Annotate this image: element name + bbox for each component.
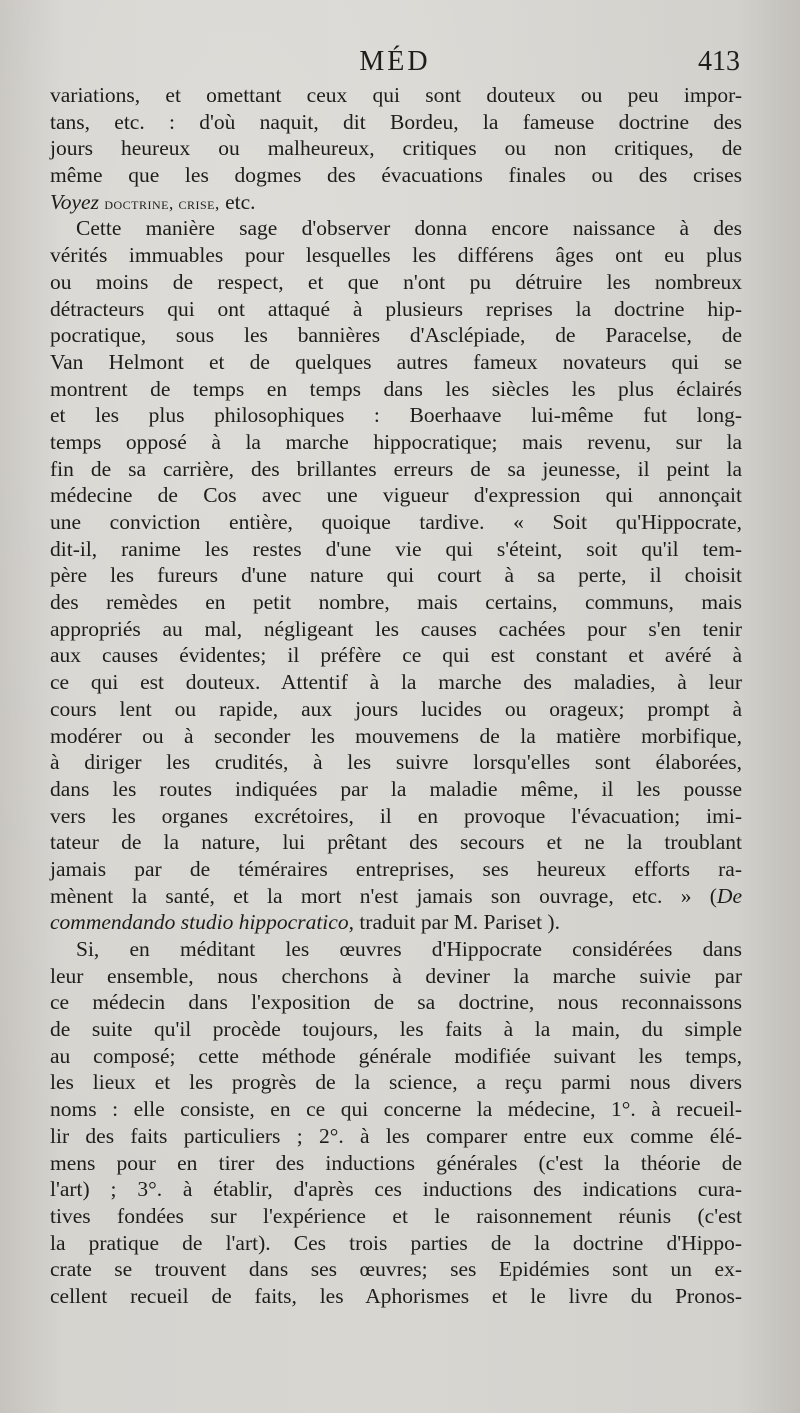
text-line: tives fondées sur l'expérience et le raisonnement réunis (c'est bbox=[50, 1203, 742, 1228]
voyez-label: Voyez bbox=[50, 189, 99, 214]
text-line: noms : elle consiste, en ce qui concerne la médecine, 1°. à recueil- bbox=[50, 1097, 742, 1122]
text-line: leur ensemble, nous cherchons à deviner la marche suivie par bbox=[50, 963, 742, 988]
cross-reference-etc: etc. bbox=[225, 189, 256, 214]
text-line: jamais par de téméraires entreprises, ses heureux efforts ra- bbox=[50, 856, 742, 881]
text-line: tateur de la nature, lui prêtant des secours et ne la troublant bbox=[50, 830, 742, 855]
cross-reference-terms: doctrine, crise, bbox=[104, 193, 220, 213]
text-line: lir des faits particuliers ; 2°. à les comparer entre eux comme élé- bbox=[50, 1123, 742, 1148]
text-line: détracteurs qui ont attaqué à plusieurs reprises la doctrine hip- bbox=[50, 296, 742, 321]
text-line: une conviction entière, quoique tardive. « Soit qu'Hippocrate, bbox=[50, 510, 742, 534]
running-head: MÉD bbox=[359, 46, 431, 77]
text-line: dans les routes indiquées par la maladie même, il les pousse bbox=[50, 776, 742, 801]
text-line: tans, etc. : d'où naquit, dit Bordeu, la fameuse doctrine des bbox=[50, 109, 742, 134]
text-line: pocratique, sous les bannières d'Asclépiade, de Paracelse, de bbox=[50, 323, 742, 348]
text-line: cellent recueil de faits, les Aphorismes et le livre du Pronos- bbox=[50, 1283, 742, 1308]
text-line: ce médecin dans l'exposition de sa doctrine, nous reconnaissons bbox=[50, 990, 742, 1015]
text-line: les lieux et les progrès de la science, a reçu parmi nous divers bbox=[50, 1070, 742, 1095]
text-line: Cette manière sage d'observer donna encore naissance à des bbox=[76, 216, 742, 241]
text-line: jours heureux ou malheureux, critiques ou non critiques, de bbox=[50, 136, 742, 161]
text-line: fin de sa carrière, des brillantes erreurs de sa jeunesse, il peint la bbox=[50, 456, 742, 481]
text-line: vérités immuables pour lesquelles les différens âges ont eu plus bbox=[50, 243, 742, 268]
text-line: médecine de Cos avec une vigueur d'expression qui annonçait bbox=[50, 483, 742, 508]
text-line: et les plus philosophiques : Boerhaave lui-même fut long- bbox=[50, 403, 742, 428]
citation-line bbox=[50, 909, 742, 936]
text-line: même que les dogmes des évacuations finales ou des crises bbox=[50, 163, 742, 188]
page-header bbox=[50, 46, 740, 86]
text-line: montrent de temps en temps dans les siècles les plus éclairés bbox=[50, 376, 742, 401]
text-line: l'art) ; 3°. à établir, d'après ces inductions des indications cura- bbox=[50, 1177, 742, 1202]
page-number: 413 bbox=[698, 46, 740, 77]
text-line: crate se trouvent dans ses œuvres; ses Epidémies sont un ex- bbox=[50, 1257, 742, 1282]
body-text bbox=[50, 82, 742, 1310]
text-line: père les fureurs d'une nature qui court à sa perte, il choisit bbox=[50, 563, 742, 588]
text-line: variations, et omettant ceux qui sont douteux ou peu impor- bbox=[50, 83, 742, 107]
text-line: Si, en méditant les œuvres d'Hippocrate considérées dans bbox=[76, 937, 742, 961]
text-line: temps opposé à la marche hippocratique; mais revenu, sur la bbox=[50, 429, 742, 454]
text-line: la pratique de l'art). Ces trois parties de la doctrine d'Hippo- bbox=[50, 1230, 742, 1255]
text-line: appropriés au mal, négligeant les causes cachées pour s'en tenir bbox=[50, 616, 742, 641]
citation-rest: , traduit par M. Pariset ). bbox=[348, 910, 560, 935]
citation-de: De bbox=[716, 883, 742, 908]
quote-end-text: mènent la santé, et la mort n'est jamais son ouvrage, etc. » ( bbox=[50, 883, 717, 908]
text-line: de suite qu'il procède toujours, les faits à la main, du simple bbox=[50, 1017, 742, 1042]
text-line: aux causes évidentes; il préfère ce qui est constant et avéré à bbox=[50, 643, 742, 668]
text-line: à diriger les crudités, à les suivre lorsqu'elles sont élaborées, bbox=[50, 750, 742, 775]
text-line: mens pour en tirer des inductions générales (c'est la théorie de bbox=[50, 1150, 742, 1175]
text-line: au composé; cette méthode générale modifiée suivant les temps, bbox=[50, 1043, 742, 1068]
cross-reference-line bbox=[50, 189, 742, 216]
text-line: ou moins de respect, et que n'ont pu détruire les nombreux bbox=[50, 269, 742, 294]
text-line: cours lent ou rapide, aux jours lucides ou orageux; prompt à bbox=[50, 696, 742, 721]
citation-title: commendando studio hippocratico bbox=[50, 910, 349, 935]
text-line: ce qui est douteux. Attentif à la marche des maladies, à leur bbox=[50, 670, 742, 695]
text-line: modérer ou à seconder les mouvemens de la matière morbifique, bbox=[50, 723, 742, 748]
text-line: vers les organes excrétoires, il en provoque l'évacuation; imi- bbox=[50, 803, 742, 828]
quote-end-line bbox=[50, 883, 742, 910]
text-line: des remèdes en petit nombre, mais certains, communs, mais bbox=[50, 590, 742, 615]
text-line: dit-il, ranime les restes d'une vie qui s'éteint, soit qu'il tem- bbox=[50, 536, 742, 561]
text-line: Van Helmont et de quelques autres fameux novateurs qui se bbox=[50, 349, 742, 374]
